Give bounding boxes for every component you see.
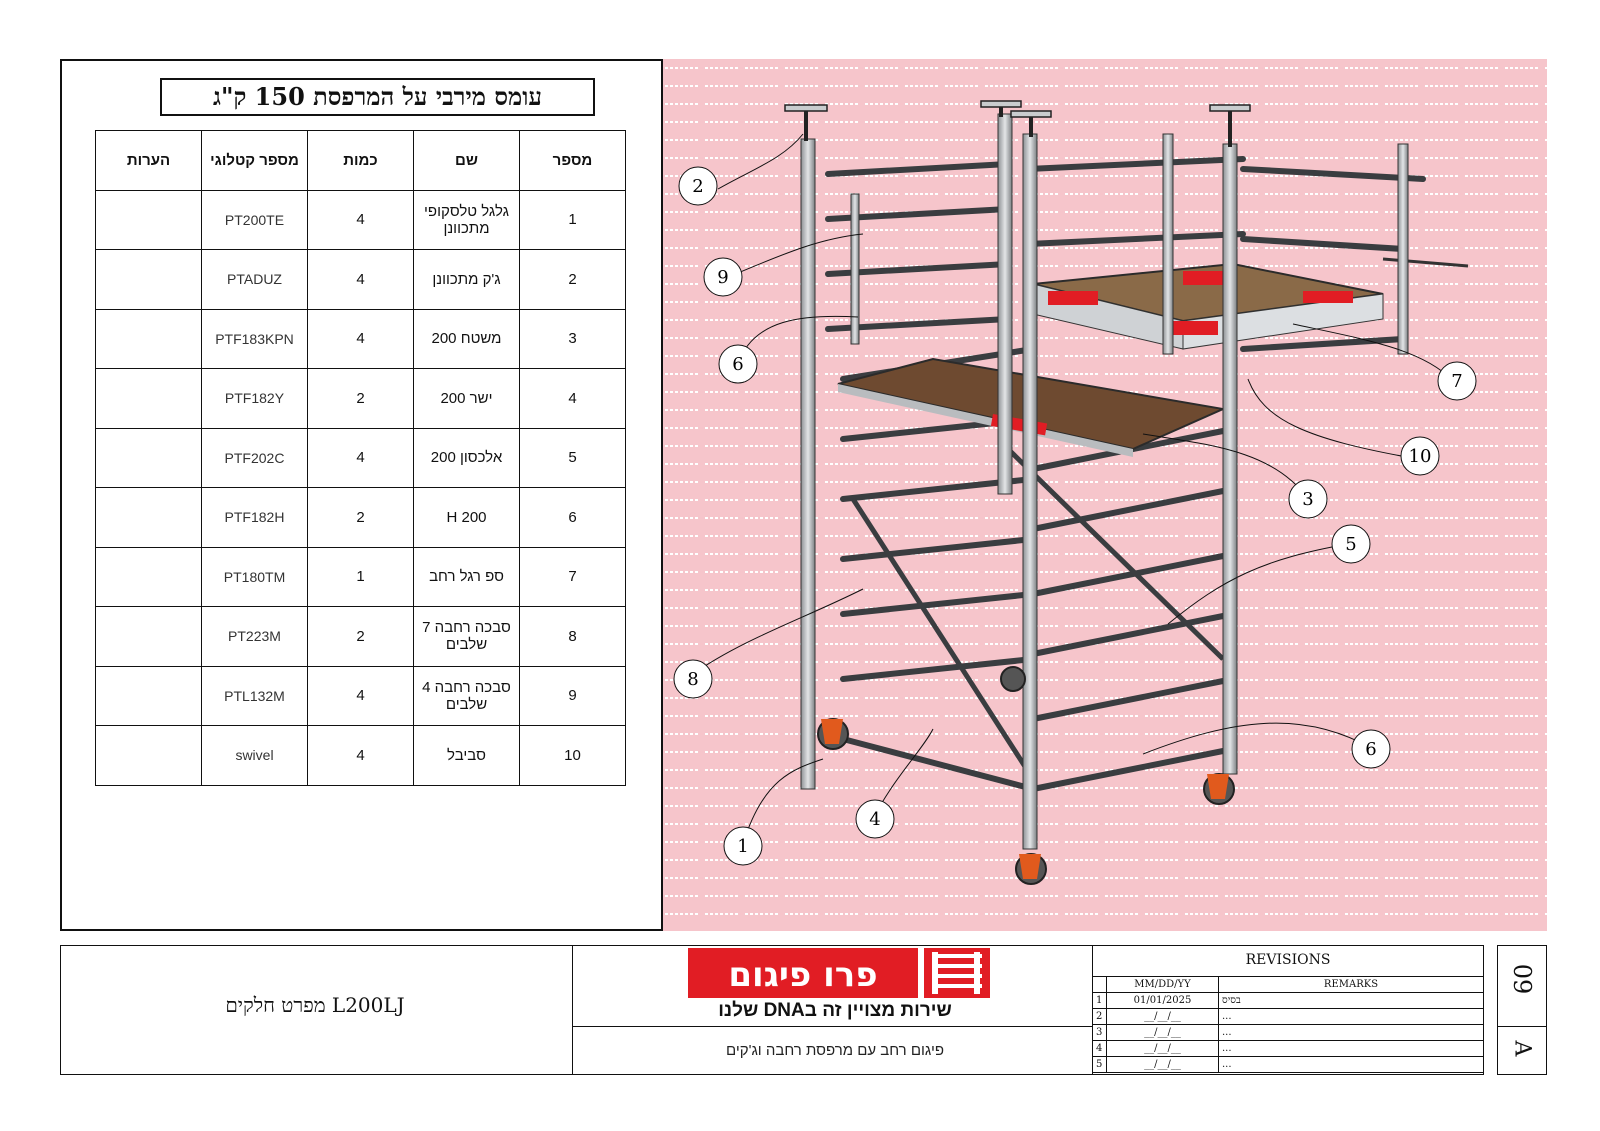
cell-qty: 4: [308, 309, 414, 369]
callout-9: [704, 258, 742, 296]
cell-catalog: PT200TE: [202, 190, 308, 250]
drawing-description: פיגום רחב עם מרפסת רחבה וג'קים: [725, 1042, 945, 1059]
cell-notes: [96, 428, 202, 488]
table-row: [96, 369, 626, 429]
rev-date: 01/01/2025: [1107, 993, 1219, 1009]
table-row: [96, 190, 626, 250]
svg-text:9: 9: [717, 267, 729, 288]
callout-1: [724, 827, 762, 865]
cell-number: 1: [520, 190, 626, 250]
parts-header-row: [96, 131, 626, 191]
table-row: [96, 309, 626, 369]
rev-remark: ...: [1219, 1025, 1484, 1041]
cell-notes: [96, 250, 202, 310]
table-row: [96, 428, 626, 488]
cell-catalog: PTADUZ: [202, 250, 308, 310]
callout-6a: [719, 345, 757, 383]
svg-text:2: 2: [692, 176, 704, 197]
table-row: [96, 666, 626, 726]
svg-text:8: 8: [687, 669, 699, 690]
rev-date: __/__/__: [1107, 1009, 1219, 1025]
cell-number: 7: [520, 547, 626, 607]
rev-number: 4: [1093, 1041, 1107, 1057]
cell-catalog: PT180TM: [202, 547, 308, 607]
cell-name: סבכה רחבה 7 שלבים: [414, 607, 520, 667]
rev-number: 3: [1093, 1025, 1107, 1041]
cell-notes: [96, 666, 202, 726]
table-row: [96, 607, 626, 667]
revision-row: [1093, 993, 1484, 1009]
header-number: מספר: [520, 131, 626, 191]
rev-remark: ...: [1219, 1009, 1484, 1025]
rev-date: __/__/__: [1107, 1057, 1219, 1073]
callout-5: [1332, 525, 1370, 563]
cell-catalog: PTF182Y: [202, 369, 308, 429]
drawing-background: [663, 59, 1547, 931]
callout-6b: [1352, 730, 1390, 768]
svg-text:7: 7: [1451, 371, 1463, 392]
cell-number: 3: [520, 309, 626, 369]
table-row: [96, 547, 626, 607]
rev-date: __/__/__: [1107, 1025, 1219, 1041]
svg-text:1: 1: [737, 836, 749, 857]
cell-catalog: swivel: [202, 726, 308, 786]
rev-number: 1: [1093, 993, 1107, 1009]
callout-8: [674, 660, 712, 698]
header-catalog: מספר קטלוגי: [202, 131, 308, 191]
cell-qty: 4: [308, 190, 414, 250]
cell-number: 10: [520, 726, 626, 786]
callout-4: [856, 800, 894, 838]
cell-qty: 4: [308, 666, 414, 726]
svg-text:10: 10: [1408, 446, 1432, 467]
header-name: שם: [414, 131, 520, 191]
cell-name: סביבל: [414, 726, 520, 786]
cell-notes: [96, 190, 202, 250]
revisions-table: [1092, 976, 1484, 1073]
revision-row: [1093, 1025, 1484, 1041]
drawing-name: L200LJ מפרט חלקים: [225, 993, 405, 1017]
revision-row: [1093, 1009, 1484, 1025]
cell-number: 6: [520, 488, 626, 548]
scaffold-drawing: [663, 59, 1547, 931]
header-qty: כמות: [308, 131, 414, 191]
cell-notes: [96, 309, 202, 369]
svg-text:4: 4: [869, 809, 881, 830]
cell-catalog: PTF183KPN: [202, 309, 308, 369]
svg-text:5: 5: [1345, 534, 1357, 555]
revisions-header-row: [1093, 977, 1484, 993]
cell-name: H 200: [414, 488, 520, 548]
cell-name: סבכה רחבה 4 שלבים: [414, 666, 520, 726]
cell-number: 9: [520, 666, 626, 726]
cell-number: 8: [520, 607, 626, 667]
cell-catalog: PT223M: [202, 607, 308, 667]
rev-remark: ...: [1219, 1057, 1484, 1073]
rev-header-remarks: REMARKS: [1219, 977, 1484, 993]
cell-catalog: PTF182H: [202, 488, 308, 548]
cell-qty: 4: [308, 428, 414, 488]
rev-date: __/__/__: [1107, 1041, 1219, 1057]
rev-number: 5: [1093, 1057, 1107, 1073]
cell-catalog: PTL132M: [202, 666, 308, 726]
cell-qty: 2: [308, 607, 414, 667]
sheet-revision: A: [1509, 1040, 1535, 1057]
cell-qty: 4: [308, 250, 414, 310]
cell-qty: 2: [308, 488, 414, 548]
table-row: [96, 726, 626, 786]
callout-7: [1438, 362, 1476, 400]
company-logo: [688, 948, 990, 998]
svg-text:פרו פיגום: פרו פיגום: [728, 955, 878, 995]
cell-catalog: PTF202C: [202, 428, 308, 488]
cell-name: גלגל טלסקופי מתכוונן: [414, 190, 520, 250]
cell-name: ספ רגל רחב: [414, 547, 520, 607]
revisions-title: REVISIONS: [1245, 952, 1331, 968]
cell-notes: [96, 369, 202, 429]
cell-name: אלכסון 200: [414, 428, 520, 488]
header-notes: הערות: [96, 131, 202, 191]
callout-3: [1289, 480, 1327, 518]
revision-row: [1093, 1057, 1484, 1073]
svg-text:6: 6: [732, 354, 744, 375]
table-row: [96, 250, 626, 310]
cell-qty: 2: [308, 369, 414, 429]
svg-text:3: 3: [1302, 489, 1314, 510]
svg-text:6: 6: [1365, 739, 1377, 760]
callout-10: [1401, 437, 1439, 475]
cell-qty: 1: [308, 547, 414, 607]
cell-number: 5: [520, 428, 626, 488]
revision-row: [1093, 1041, 1484, 1057]
cell-number: 2: [520, 250, 626, 310]
cell-name: ישר 200: [414, 369, 520, 429]
table-row: [96, 488, 626, 548]
cell-notes: [96, 488, 202, 548]
cell-qty: 4: [308, 726, 414, 786]
title-block-divider: [572, 945, 573, 1075]
title-block-divider: [573, 1026, 1092, 1027]
rev-remark: ...: [1219, 1041, 1484, 1057]
company-slogan: שירות מצויין זה בDNA שלנו: [718, 1000, 952, 1021]
callout-2: [679, 167, 717, 205]
rev-number: 2: [1093, 1009, 1107, 1025]
cell-number: 4: [520, 369, 626, 429]
cell-notes: [96, 547, 202, 607]
cell-notes: [96, 726, 202, 786]
cell-name: ג'ק מתכוונן: [414, 250, 520, 310]
parts-table: [95, 130, 626, 786]
rev-header-date: MM/DD/YY: [1107, 977, 1219, 993]
sheet-number: 09: [1508, 963, 1536, 995]
rev-remark: בסיס: [1219, 993, 1484, 1009]
cell-name: משטח 200: [414, 309, 520, 369]
cell-notes: [96, 607, 202, 667]
load-title: עומס מירבי על המרפסת 150 ק"ג: [160, 78, 595, 116]
